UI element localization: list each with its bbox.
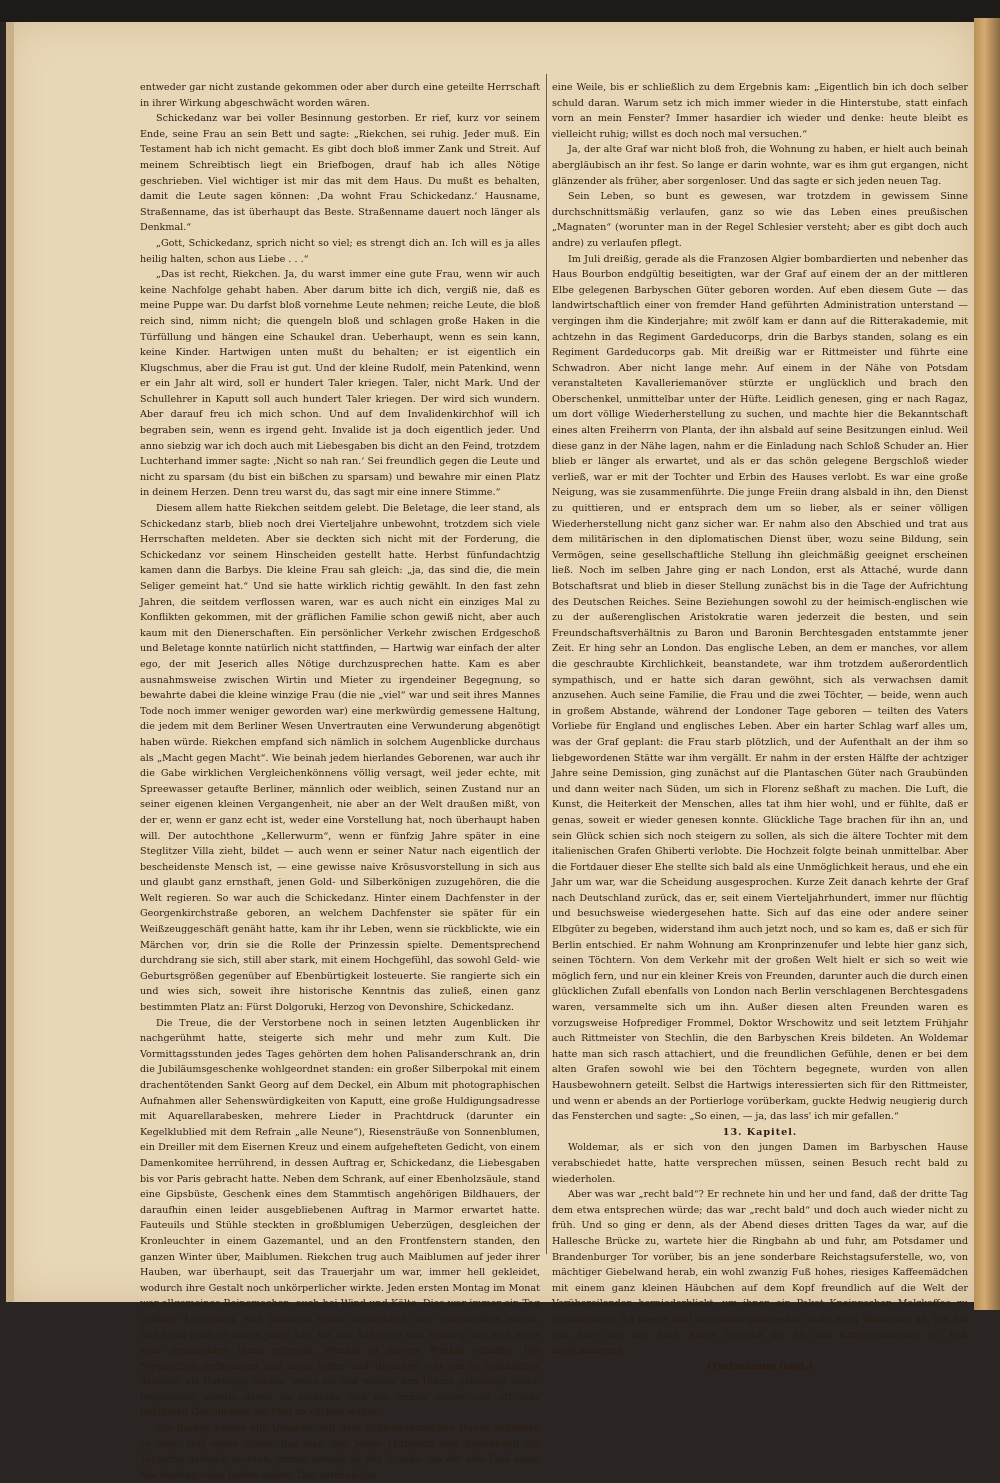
paragraph: Im Juli dreißig, gerade als die Franzosen Algier bombardierten und nebenher das Haus Bourbon endgültig beseitigten, war der Graf auf einem der an der mittleren Elbe gelegenen Barbyschen Güter geboren worden. Auf eben diesem Gute — das landwirtschaftlich einer von fremder Hand geführten Administration unterstand — vergingen ihm die Kinderjahre; mit zwölf kam er dann auf die Ritterakademie, mit achtzehn in das Regiment Gardeducorps, drin die Barbys standen, solang es ein Regiment Gardeducorps gab. Mit dreißig war er Rittmeister und führte eine Schwadron. Aber nicht lange mehr. Auf einem in der Nähe von Potsdam veranstalteten Kavalleriemanöver stürzte er unglücklich und brach den Oberschenkel, unmittelbar unter der Hüfte. Leidlich genesen, ging er nach Ragaz, um dort völlige Wiederherstellung zu suchen, und machte hier die Bekanntschaft eines alten Freiherrn von Planta, der ihn alsbald auf seine Besitzungen einlud. Weil diese ganz in der Nähe lagen, nahm er die Einladung nach Schloß Schuder an. Hier blieb er länger als erwartet, und als er das schön gelegene Bergschloß wieder verließ, war er mit der Tochter und Erbin des Hauses verlobt. Es war eine große Neigung, was sie zusammenführte. Die junge Freiin drang alsbald in ihn, den Dienst zu quittieren, und er entsprach dem um so lieber, als er seiner völligen Wiederherstellung nicht ganz sicher war. Er nahm also den Abschied und trat aus dem militärischen in den diplomatischen Dienst über, wozu seine Bildung, sein Vermögen, seine gesellschaftliche Stellung ihn gleichmäßig geeignet erscheinen ließ. Noch im selben Jahre ging er nach London, erst als Attaché, wurde dann Botschaftsrat und blieb in dieser Stellung zunächst bis in die Tage der Aufrichtung des Deutschen Reiches. Seine Beziehungen sowohl zu der heimisch-englischen wie zu der außerenglischen Aristokratie waren jederzeit die besten, und sein Freundschaftsverhältnis zu Baron und Baronin Berchtesgaden entstammte jener Zeit. Er hing sehr an London. Das englische Leben, an dem er manches, vor allem die geschraubte Kirchlichkeit, beanstandete, war ihm trotzdem außerordentlich sympathisch, und er hatte sich daran gewöhnt, sich als verwachsen damit anzusehen. Auch seine Familie, die Frau und die zwei Töchter, — beide, wenn auch in großem Abstande, während der Londoner Tage geboren — teilten des Vaters Vorliebe für England und englisches Leben. Aber ein harter Schlag warf alles um, was der Graf geplant: die Frau starb plötzlich, und der Aufenthalt an der ihm so liebgewordenen Stätte war ihm vergällt. Er nahm in der ersten Hälfte der achtziger Jahre seine Demission, ging zunächst auf die Plantaschen Güter nach Graubünden und dann weiter nach Süden, um sich in Florenz seßhaft zu machen. Die Luft, die Kunst, die Heiterkeit der Menschen, alles tat ihm hier wohl, und er fühlte, daß er genas, soweit er wieder genesen konnte. Glückliche Tage brachen für ihn an, und sein Glück schien sich noch steigern zu sollen, als sich die ältere Tochter mit dem italienischen Grafen Ghiberti verlobte. Die Hochzeit folgte beinah unmittelbar. Aber die Fortdauer dieser Ehe stellte sich bald als eine Unmöglichkeit heraus, und ehe ein Jahr um war, war die Scheidung ausgesprochen. Kurze Zeit danach kehrte der Graf nach Deutschland zurück, das er, seit einem Vierteljahrhundert, immer nur flüchtig und besuchsweise wiedergesehen hatte. Sich auf das eine oder andere seiner Elbgüter zu begeben, widerstand ihm auch jetzt noch, und so kam es, daß er sich für Berlin entschied. Er nahm Wohnung am Kronprinzenufer und lebte hier ganz sich, seinen Töchtern. Von dem Verkehr mit der großen Welt hielt er sich so weit wie möglich fern, und nur ein kleiner Kreis von Freunden, darunter auch die durch einen glücklichen Zufall ebenfalls von London nach Berlin verschlagenen Berchtesgadens waren, versammelte sich um ihn. Außer diesen alten Freunden waren es vorzugsweise Hofprediger Frommel, Doktor Wrschowitz und seit letztem Frühjahr auch Rittmeister von Stechlin, die den Barbyschen Kreis bildeten. An Woldemar hatte man sich rasch attachiert, und die freundlichen Gefühle, denen er bei dem alten Grafen sowohl wie bei den Töchtern begegnete, wurden von allen Hausbewohnern geteilt. Selbst die Hartwigs interessierten sich für den Rittmeister, und wenn er abends an der Portierloge vorüberkam, guckte Hedwig neugierig durch das Fensterchen und sagte: „So einen, — ja, das lass' ich mir gefallen.“ <box>552 253 968 1123</box>
paragraph: Schickedanz war bei voller Besinnung gestorben. Er rief, kurz vor seinem Ende, seine Frau an sein Bett und sagte: „Riekchen, sei ruhig. Jeder muß. Ein Testament hab ich nicht gemacht. Es gibt doch bloß immer Zank und Streit. Auf meinem Schreibtisch liegt ein Briefbogen, drauf hab ich alles Nötige geschrieben. Viel wichtiger ist mir das mit dem Haus. Du mußt es behalten, damit die Leute sagen können: ‚Da wohnt Frau Schickedanz.‘ Hausname, Straßenname, das ist überhaupt das Beste. Straßenname dauert noch länger als Denkmal.“ <box>140 113 540 234</box>
paragraph: entweder gar nicht zustande gekommen oder aber durch eine geteilte Herrschaft in ihrer Wirkung abgeschwächt worden wären. <box>140 82 540 109</box>
column-divider <box>546 74 547 1254</box>
paragraph: „Gott, Schickedanz, sprich nicht so viel; es strengt dich an. Ich will es ja alles heilig halten, schon aus Liebe . . .“ <box>140 237 540 265</box>
paragraph: Aber was war „recht bald“? Er rechnete hin und her und fand, daß der dritte Tag dem etwa entsprechen würde; das war „recht bald“ und doch auch wieder nicht zu früh. Und so ging er denn, als der Abend dieses dritten Tages da war, auf die Hallesche Brücke zu, wartete hier die Ringbahn ab und fuhr, am Potsdamer und Brandenburger Tor vorüber, bis an jene sonderbare Reichstagsuferstelle, wo, von mächtiger Giebelwand herab, ein wohl zwanzig Fuß hohes, riesiges Kaffeemädchen mit einem ganz kleinen Häubchen auf dem Kopf freundlich auf die Welt der Vorübereilenden herniederblickt, um ihnen ein Paket Kneippschen Malzkaffee zu präsentieren. An dieser echt berlinisch-pittoresken Ecke stieg Woldemar ab, um die von hier aus nur noch kurze Strecke bis an das Kronprinzenufer zu Fuß zurückzulegen. <box>552 1189 968 1357</box>
paragraph: Die Treue, die der Verstorbene noch in seinen letzten Augenblicken ihr nachgerühmt hatte, steigerte sich mehr und mehr zum Kult. Die Vormittagsstunden jedes Tages gehörten dem hohen Palisanderschrank an, drin die Jubiläumsgeschenke wohlgeordnet standen: ein großer Silberpokal mit einem drachentötenden Sankt Georg auf dem Deckel, ein Album mit photographischen Aufnahmen aller Sehenswürdigkeiten von Kaputt, eine große Huldigungsadresse mit Aquarellarabesken, mehrere Lieder in Prachtdruck (darunter ein Kegelklublied mit dem Refrain „alle Neune“), Riesensträuße von Sonnenblumen, ein Dreiller mit dem Eisernen Kreuz und einem aufgehefteten Gedicht, von einem Damenkomitee herrührend, in dessen Auftrag er, Schickedanz, die Liebesgaben bis vor Paris gebracht hatte. Neben dem Schrank, auf einer Ebenholzsäule, stand eine Gipsbüste, Geschenk eines dem Stammtisch angehörigen Bildhauers, der daraufhin einen leider ausgebliebenen Auftrag in Marmor erwartet hatte. Fauteuils und Stühle steckten in großblumigen Ueberzügen, desgleichen der Kronleuchter in einem Gazemantel, und an den Frontfenstern standen, den ganzen Winter über, Maiblumen. Riekchen trug auch Maiblumen auf jeder ihrer Hauben, war überhaupt, seit das Trauerjahr um war, immer hell gekleidet, wodurch ihre Gestalt noch unkörperlicher wirkte. Jeden ersten Montag im Monat war allgemeines Reinemachen, auch bei Wind und Kälte. Dies war immer ein Tag größter Aufregung, weil jedesmal etwas zerbrochen oder umgestoßen wurde. Das blieb auch so durch Jahre hin, bis das Auftreten von Hedwig, die sich einer sehr geschickten Hand erfreute, Wandel in diesem Punkte schaffte. Die Nippsachen zerbrachen nun nicht mehr, und Riekchen war um so glücklicher darüber, als Hartwigs Nichte, wenn sie mal wieder den Dienst gekündigt hatte, regelmäßig allerlei davon zu erzählen und mit immer neuen und oft sehr intrikaten Geschichten ins Feld zu rücken wußte. <box>140 1017 540 1419</box>
left-text-column <box>140 80 540 1481</box>
chapter-heading: 13. Kapitel. <box>722 1126 798 1138</box>
book-spine-edge <box>0 0 1000 22</box>
paragraph: Sein Leben, so bunt es gewesen, war trotzdem in gewissem Sinne durchschnittsmäßig verlaufen, ganz so wie das Leben eines preußischen „Magnaten“ (worunter man in der Regel Schlesier versteht; aber es gibt doch auch andre) zu verlaufen pflegt. <box>552 191 968 249</box>
paragraph: Woldemar, als er sich von den jungen Damen im Barbyschen Hause verabschiedet hatte, hatte versprechen müssen, seinen Besuch recht bald zu wiederholen. <box>552 1142 968 1185</box>
paragraph: „Das ist recht, Riekchen. Ja, du warst immer eine gute Frau, wenn wir auch keine Nachfolge gehabt haben. Aber darum bitte ich dich, vergiß nie, daß es meine Puppe war. Du darfst bloß vornehme Leute nehmen; reiche Leute, die bloß reich sind, nimm nicht; die quengeln bloß und schlagen große Haken in die Türfüllung und hängen eine Schaukel dran. Ueberhaupt, wenn es sein kann, keine Kinder. Hartwigen unten mußt du behalten; er ist eigentlich ein Klugschmus, aber die Frau ist gut. Und der kleine Rudolf, mein Patenkind, wenn er ein Jahr alt wird, soll er hundert Taler kriegen. Taler, nicht Mark. Und der Schullehrer in Kaputt soll auch hundert Taler kriegen. Der wird sich wundern. Aber darauf freu ich mich schon. Und auf dem Invalidenkirchhof will ich begraben sein, wenn es irgend geht. Invalide ist ja doch eigentlich jeder. Und anno siebzig war ich doch auch mit Liebesgaben bis dicht an den Feind, trotzdem Luchterhand immer sagte: ‚Nicht so nah ran.‘ Sei freundlich gegen die Leute und nicht zu sparsam (du bist ein bißchen zu sparsam) und bewahre mir einen Platz in deinem Herzen. Denn treu warst du, das sagt mir eine innere Stimme.“ <box>140 269 540 499</box>
page-margin <box>6 22 14 1302</box>
paragraph: Diesem allem hatte Riekchen seitdem gelebt. Die Beletage, die leer stand, als Schickedanz starb, blieb noch drei Vierteljahre unbewohnt, trotzdem sich viele Herrschaften meldeten. Aber sie deckten sich nicht mit der Forderung, die Schickedanz vor seinem Hinscheiden gestellt hatte. Herbst fünfundachtzig kamen dann die Barbys. Die kleine Frau sah gleich: „ja, das sind die, die mein Seliger gemeint hat.“ Und sie hatte wirklich richtig gewählt. In den fast zehn Jahren, die seitdem verflossen waren, war es auch nicht ein einziges Mal zu Konflikten gekommen, mit der gräflichen Familie schon gewiß nicht, aber auch kaum mit den Dienerschaften. Ein persönlicher Verkehr zwischen Erdgeschoß und Beletage konnte natürlich nicht stattfinden, — Hartwig war einfach der alter ego, der mit Jeserich alles Nötige durchzusprechen hatte. Kam es aber ausnahmsweise zwischen Wirtin und Mieter zu irgendeiner Begegnung, so bewahrte dabei die kleine winzige Frau (die nie „viel“ war und seit ihres Mannes Tode noch immer weniger geworden war) eine merkwürdig gemessene Haltung, die jedem mit dem Berliner Wesen Unvertrauten eine Verwunderung abgenötigt haben würde. Riekchen empfand sich nämlich in solchem Augenblicke durchaus als „Macht gegen Macht“. Wie beinah jedem hierlandes Geborenen, war auch ihr die Gabe wirklichen Vergleichenkönnens völlig versagt, weil jeder echte, mit Spreewasser getaufte Berliner, männlich oder weiblich, seinen Zustand nur an seiner eigenen kleinen Vergangenheit, nie aber an der Welt draußen mißt, von der er, wenn er ganz echt ist, weder eine Vorstellung hat, noch überhaupt haben will. Der autochthone „Kellerwurm“, wenn er fünfzig Jahre später in eine Steglitzer Villa zieht, bildet — auch wenn er seiner Natur nach eigentlich der bescheidenste Mensch ist, — eine gewisse naive Krösusvorstellung in sich aus und glaubt ganz ernsthaft, jenen Gold- und Silberkönigen zuzugehören, die die Welt regieren. So war auch die Schickedanz. Hinter einem Dachfenster in der Georgenkirchstraße geboren, an welchem Dachfenster sie später für ein Weißzeuggeschäft genäht hatte, kam ihr ihr Leben, wenn sie rückblickte, wie ein Märchen vor, drin sie die Rolle der Prinzessin spielte. Dementsprechend durchdrang sie sich, still aber stark, mit einem Hochgefühl, das sowohl Geld- wie Geburtsgrößen gegenüber auf Ebenbürtigkeit losteuerte. Sie rangierte sich ein und wies sich, soweit ihre historische Kenntnis das zuließ, einen ganz bestimmten Platz an: Fürst Dolgoruki, Herzog von Devonshire, Schickedanz. <box>140 503 540 1014</box>
paragraph: Die Barbys hatten alle Ursache, mit dem Schickedanzschen Hause zufrieden zu sein. Nur eines störte, das war, daß jeden Mittwoch und Sonnabend die Teppiche geklopft wurden, immer gerade zu der Stunde, wo der alte Graf seine Nachmittagsruhe halten wollte. Das verdroß ihn <box>140 1423 540 1481</box>
paragraph: eine Weile, bis er schließlich zu dem Ergebnis kam: „Eigentlich bin ich doch selber schuld daran. Warum setz ich mich immer wieder in die Hinterstube, statt einfach vorn an mein Fenster? Immer hasardier ich wieder und denke: heute bleibt es vielleicht ruhig; willst es doch noch mal versuchen.“ <box>552 82 968 140</box>
paragraph: Ja, der alte Graf war nicht bloß froh, die Wohnung zu haben, er hielt auch beinah abergläubisch an ihr fest. So lange er darin wohnte, war es ihm gut ergangen, nicht glänzender als früher, aber sorgenloser. Und das sagte er sich jeden neuen Tag. <box>552 144 968 187</box>
right-text-column <box>552 80 968 1372</box>
continuation-note: (Fortsetzung folgt.) <box>707 1360 813 1372</box>
page-edge <box>974 18 1000 1310</box>
